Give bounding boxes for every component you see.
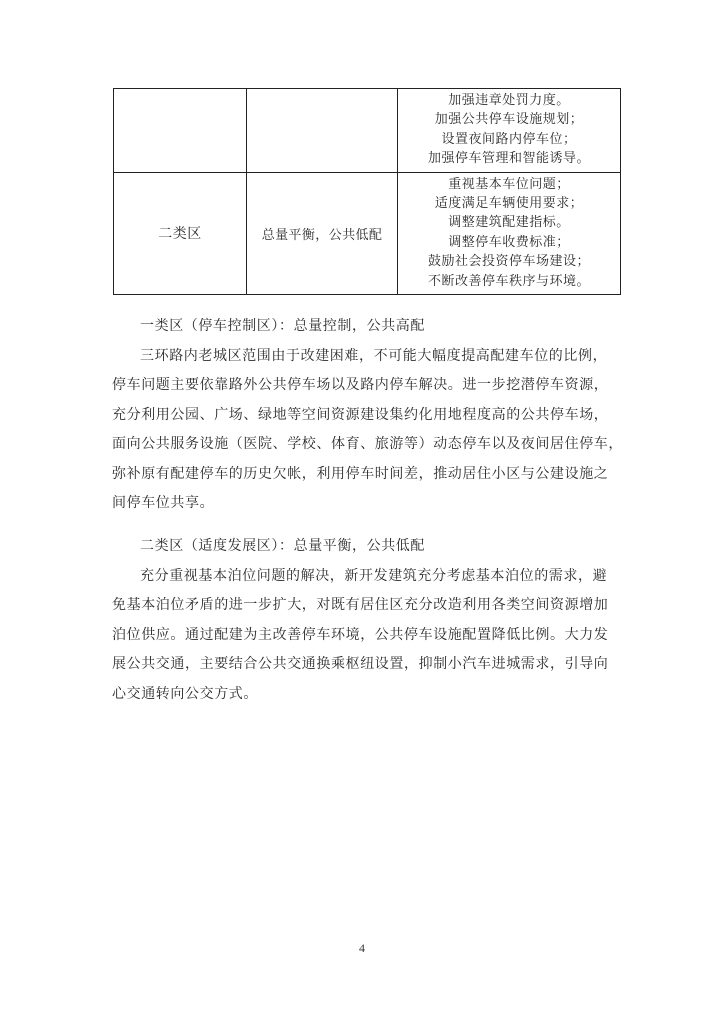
table-row xyxy=(114,172,621,294)
measures-cell xyxy=(398,172,621,294)
paragraph-line: 停车问题主要依靠路外公共停车场以及路内停车解决。进一步挖潜停车资源， xyxy=(112,377,609,393)
measure-item: 加强停车管理和智能诱导。 xyxy=(427,151,590,167)
paragraph-line: 心交通转向公交方式。 xyxy=(112,685,258,702)
section-zone-1 xyxy=(112,312,624,519)
paragraph-line: 充分利用公园、广场、绿地等空间资源建设集约化用地程度高的公共停车场， xyxy=(112,406,609,423)
strategy-cell xyxy=(247,89,398,173)
parking-zone-table xyxy=(113,88,621,295)
measure-item: 加强公共停车设施规划； xyxy=(434,112,584,128)
measure-item: 加强违章处罚力度。 xyxy=(448,93,570,108)
strategy-cell xyxy=(247,172,398,294)
measure-item: 调整停车收费标准； xyxy=(448,234,570,250)
paragraph-line: 间停车位共享。 xyxy=(112,495,215,511)
measure-item: 鼓励社会投资停车场建设； xyxy=(427,254,590,270)
paragraph-line: 面向公共服务设施（医院、学校、体育、旅游等）动态停车以及夜间居住停车， xyxy=(112,436,623,452)
zone-name: 二类区 xyxy=(158,226,202,243)
page-number: 4 xyxy=(359,941,365,955)
measure-item: 调整建筑配建指标。 xyxy=(448,215,570,231)
section-zone-2 xyxy=(112,532,624,709)
paragraph-line: 泊位供应。通过配建为主改善停车环境，公共停车设施配置降低比例。大力发 xyxy=(112,626,609,643)
measure-item: 重视基本车位问题； xyxy=(448,176,570,192)
paragraph-line: 展公共交通，主要结合公共交通换乘枢纽设置，抑制小汽车进城需求，引导向 xyxy=(112,656,609,672)
zone-strategy: 总量平衡，公共低配 xyxy=(261,227,383,243)
measures-cell xyxy=(398,89,621,173)
zone-cell xyxy=(114,172,247,294)
paragraph-line: 免基本泊位矛盾的进一步扩大，对既有居住区充分改造利用各类空间资源增加 xyxy=(112,597,609,613)
zone-cell xyxy=(114,89,247,173)
section-heading: 一类区（停车控制区）：总量控制，公共高配 xyxy=(140,318,425,334)
paragraph-line: 三环路内老城区范围由于改建困难，不可能大幅度提高配建车位的比例， xyxy=(140,347,608,364)
measure-item: 设置夜间路内停车位； xyxy=(441,131,577,147)
measure-item: 不断改善停车秩序与环境。 xyxy=(427,273,590,289)
paragraph-line: 充分重视基本泊位问题的解决，新开发建筑充分考虑基本泊位的需求，避 xyxy=(140,567,608,584)
table-row xyxy=(114,89,621,173)
section-heading: 二类区（适度发展区）：总量平衡，公共低配 xyxy=(140,538,425,554)
paragraph-line: 弥补原有配建停车的历史欠帐，利用停车时间差，推动居住小区与公建设施之 xyxy=(112,465,609,482)
section-paragraph xyxy=(112,342,624,519)
measure-item: 适度满足车辆使用要求； xyxy=(434,196,584,212)
section-paragraph xyxy=(112,562,624,710)
